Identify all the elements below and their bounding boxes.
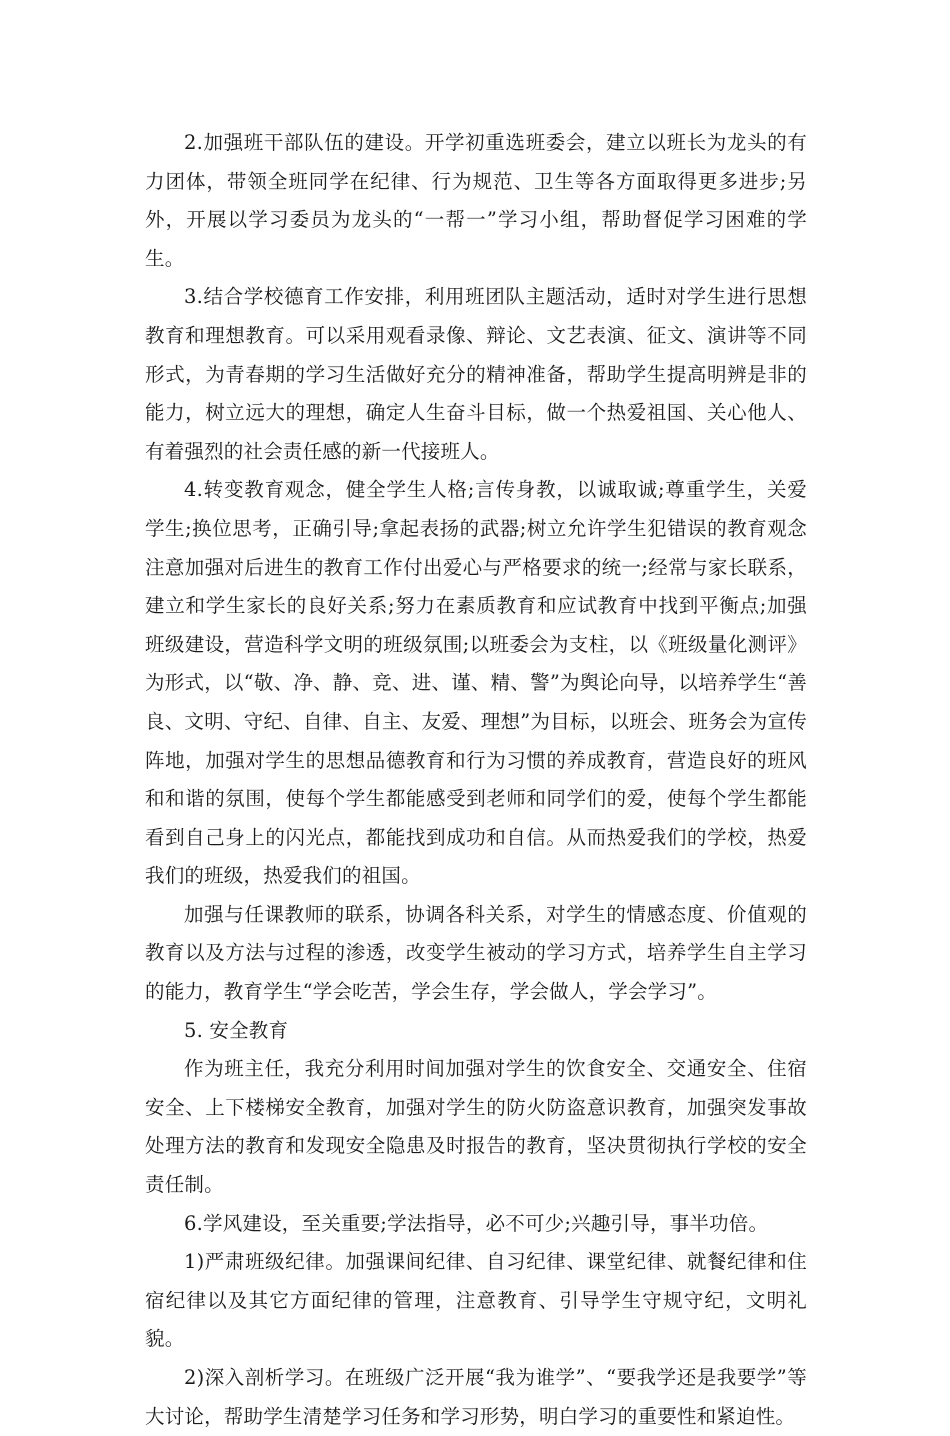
paragraph-education-concept: 4.转变教育观念，健全学生人格;言传身教，以诚取诚;尊重学生，关爱学生;换位思考，正确引导;拿起表扬的武器;树立允许学生犯错误的教育观念注意加强对后进生的教育工作付出爱心与严格要求的统一;经常与家长联系，建立和学生家长的良好关系;努力在素质教育和应试教育中找到平衡点;加强班级建设，营造科学文明的班级氛围;以班委会为支柱，以《班级量化测评》为形式，以“敬、净、静、竞、进、谨、精、警”为舆论向导，以培养学生“善良、文明、守纪、自律、自主、友爱、理想”为目标，以班会、班务会为宣传阵地，加强对学生的思想品德教育和行为习惯的养成教育，营造良好的班风和和谐的氛围，使每个学生都能感受到老师和同学们的爱，使每个学生都能看到自己身上的闪光点，都能找到成功和自信。从而热爱我们的学校，热爱我们的班级，热爱我们的祖国。 [145, 478, 807, 888]
paragraph-study-analysis: 2)深入剖析学习。在班级广泛开展“我为谁学”、“要我学还是我要学”等大讨论，帮助学生清楚学习任务和学习形势，明白学习的重要性和紧迫性。 [145, 1366, 807, 1428]
document-body [145, 124, 807, 1436]
heading-safety-education: 5. 安全教育 [184, 1018, 289, 1042]
paragraph-study-style: 6.学风建设，至关重要;学法指导，必不可少;兴趣引导，事半功倍。 [184, 1211, 769, 1235]
paragraph-teacher-liaison: 加强与任课教师的联系，协调各科关系，对学生的情感态度、价值观的教育以及方法与过程的渗透，改变学生被动的学习方式，培养学生自主学习的能力，教育学生“学会吃苦，学会生存，学会做人，学会学习”。 [145, 902, 807, 1004]
paragraph-safety-details: 作为班主任，我充分利用时间加强对学生的饮食安全、交通安全、住宿安全、上下楼梯安全教育，加强对学生的防火防盗意识教育，加强突发事故处理方法的教育和发现安全隐患及时报告的教育，坚决贯彻执行学校的安全责任制。 [145, 1057, 807, 1197]
paragraph-class-discipline: 1)严肃班级纪律。加强课间纪律、自习纪律、课堂纪律、就餐纪律和住宿纪律以及其它方面纪律的管理，注意教育、引导学生守规守纪，文明礼貌。 [145, 1250, 807, 1351]
paragraph-moral-education: 3.结合学校德育工作安排，利用班团队主题活动，适时对学生进行思想教育和理想教育。可以采用观看录像、辩论、文艺表演、征文、演讲等不同形式，为青春期的学习生活做好充分的精神准备，帮助学生提高明辨是非的能力，树立远大的理想，确定人生奋斗目标，做一个热爱祖国、关心他人、有着强烈的社会责任感的新一代接班人。 [145, 285, 807, 463]
paragraph-class-cadre: 2.加强班干部队伍的建设。开学初重选班委会，建立以班长为龙头的有力团体，带领全班同学在纪律、行为规范、卫生等各方面取得更多进步;另外，开展以学习委员为龙头的“一帮一”学习小组，帮助督促学习困难的学生。 [145, 131, 807, 270]
